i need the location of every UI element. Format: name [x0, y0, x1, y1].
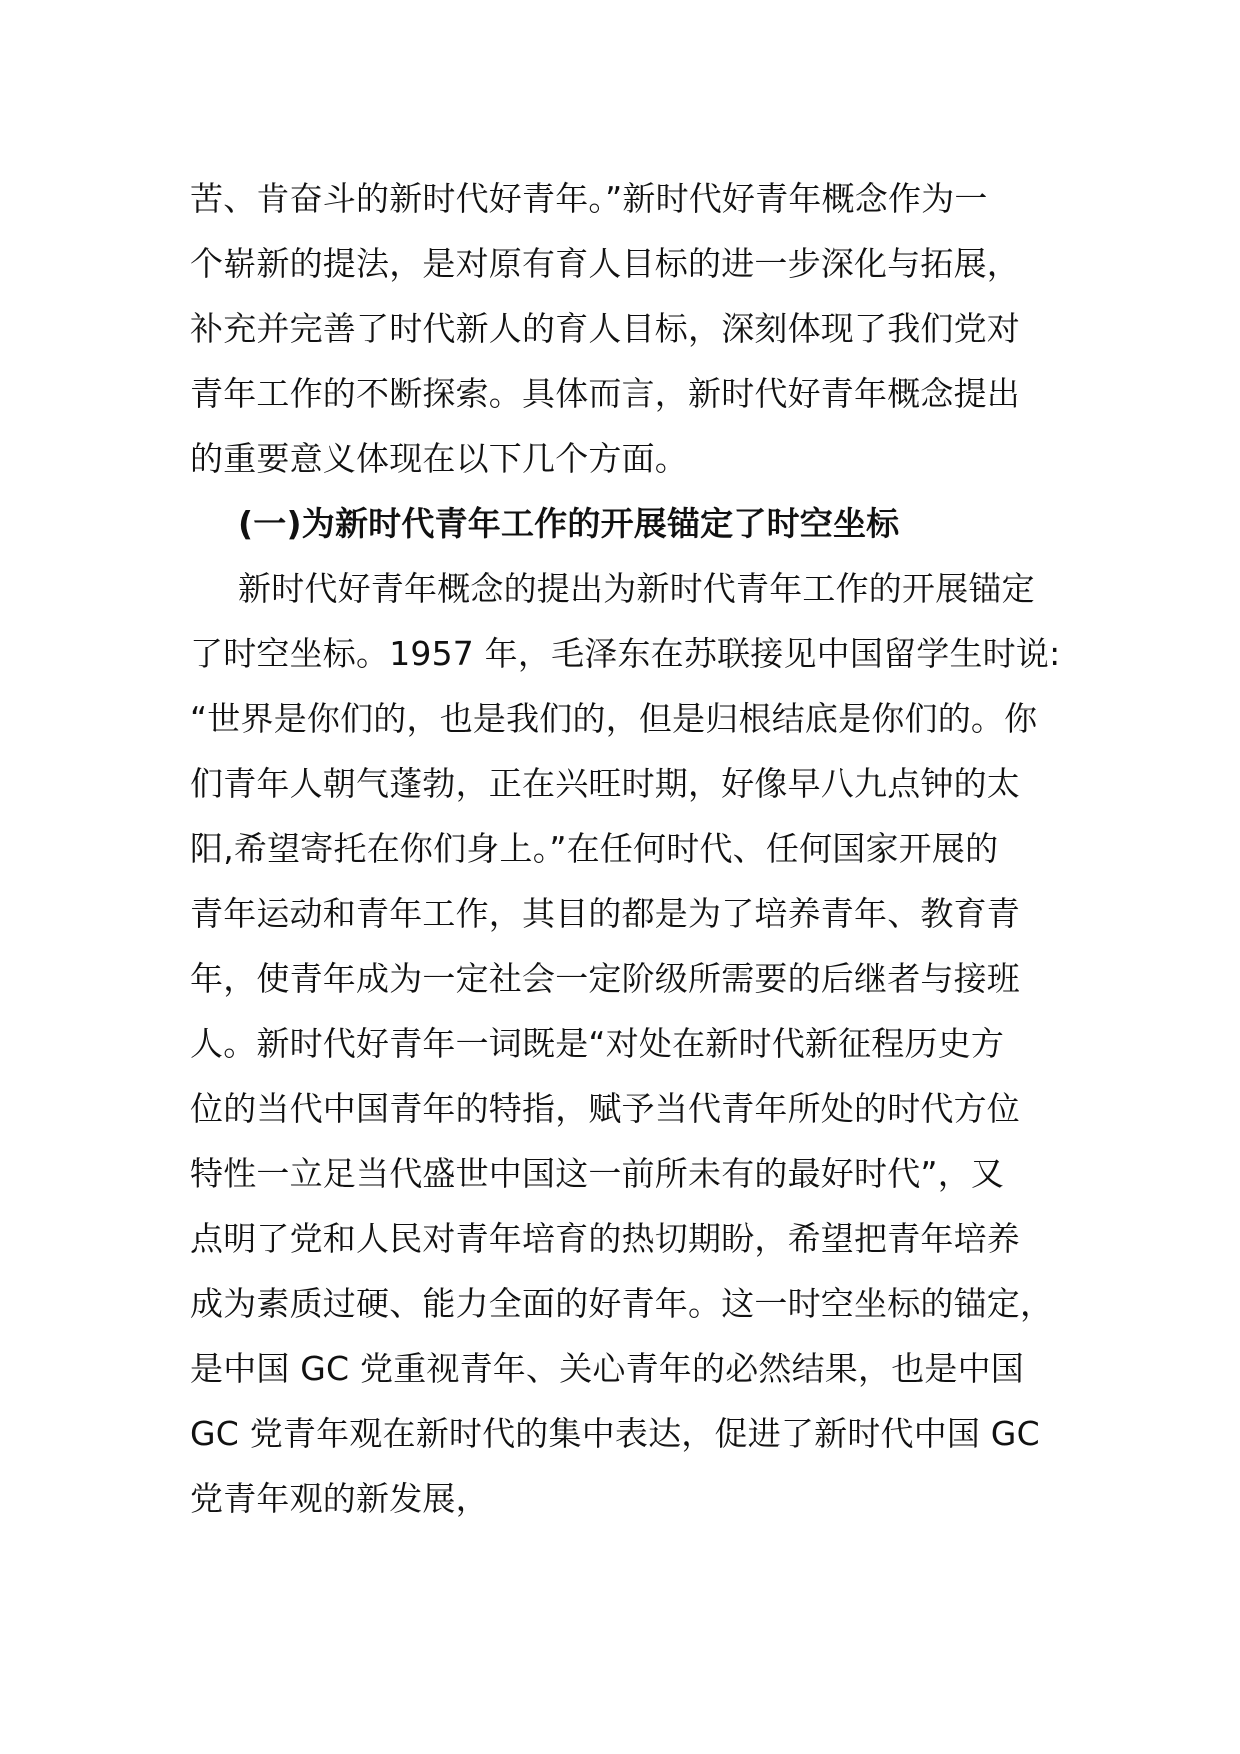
text-line: 特性一立足当代盛世中国这一前所未有的最好时代”，又	[190, 1154, 1005, 1193]
text-line: 的重要意义体现在以下几个方面。	[190, 439, 688, 478]
text-line: 苦、肯奋斗的新时代好青年。”新时代好青年概念作为一	[190, 179, 988, 218]
text-line: 个崭新的提法，是对原有育人目标的进一步深化与拓展，	[190, 244, 1020, 283]
text-line: 年，使青年成为一定社会一定阶级所需要的后继者与接班	[190, 959, 1020, 998]
text-line: 人。新时代好青年一词既是“对处在新时代新征程历史方	[190, 1024, 1005, 1063]
text-line: 点明了党和人民对青年培育的热切期盼，希望把青年培养	[190, 1219, 1020, 1258]
text-line: 们青年人朝气蓬勃，正在兴旺时期，好像早八九点钟的太	[190, 764, 1020, 803]
text-line: 新时代好青年概念的提出为新时代青年工作的开展锚定	[238, 569, 1035, 608]
text-line: 党青年观的新发展，	[190, 1479, 489, 1518]
text-line: 阳,希望寄托在你们身上。”在任何时代、任何国家开展的	[190, 829, 999, 868]
text-line: “世界是你们的，也是我们的，但是归根结底是你们的。你	[190, 699, 1038, 738]
text-line: 成为素质过硬、能力全面的好青年。这一时空坐标的锚定，	[190, 1284, 1054, 1323]
text-line: 补充并完善了时代新人的育人目标，深刻体现了我们党对	[190, 309, 1020, 348]
paragraph-2	[190, 556, 1070, 1531]
paragraph-1	[190, 166, 1070, 491]
text-line: 青年运动和青年工作，其目的都是为了培养青年、教育青	[190, 894, 1020, 933]
text-line: 青年工作的不断探索。具体而言，新时代好青年概念提出	[190, 374, 1020, 413]
section-heading: (一)为新时代青年工作的开展锚定了时空坐标	[238, 504, 900, 543]
document-body	[190, 166, 1070, 1531]
text-line: 位的当代中国青年的特指，赋予当代青年所处的时代方位	[190, 1089, 1020, 1128]
text-line: 了时空坐标。1957 年，毛泽东在苏联接见中国留学生时说:	[190, 634, 1061, 673]
text-line: GC 党青年观在新时代的集中表达，促进了新时代中国 GC	[190, 1414, 1040, 1453]
text-line: 是中国 GC 党重视青年、关心青年的必然结果，也是中国	[190, 1349, 1024, 1388]
